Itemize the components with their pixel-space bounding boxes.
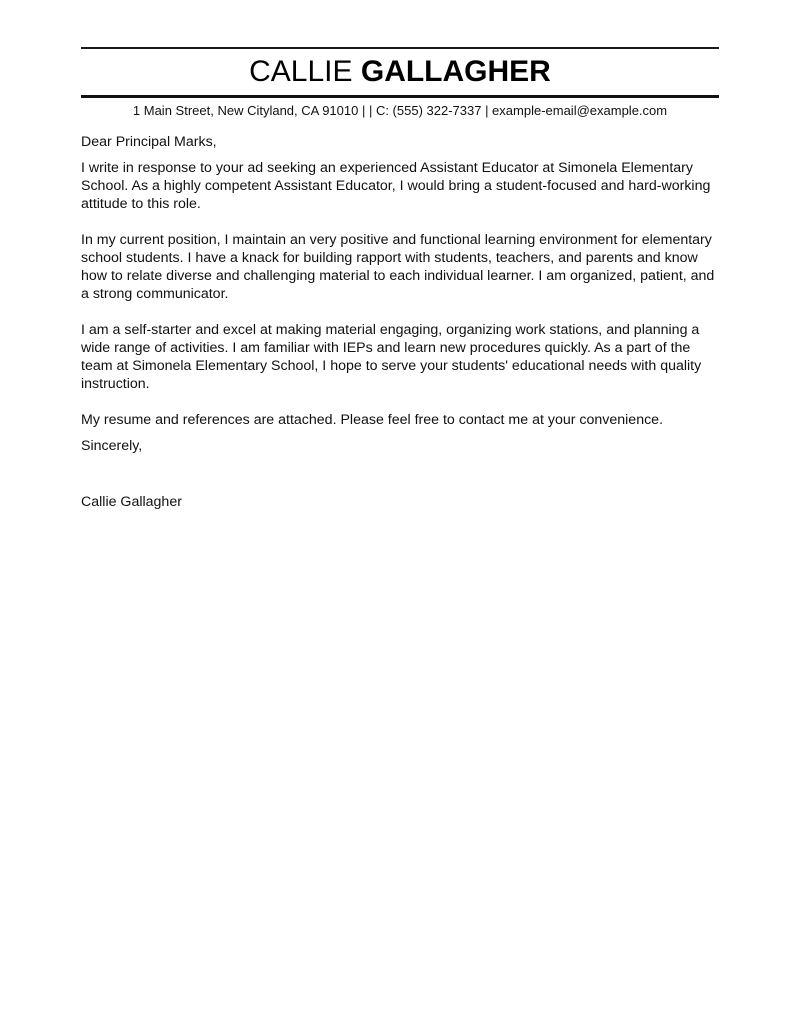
paragraph-experience: In my current position, I maintain an very positive and functional learning environment for elementary school students. I have a knack for building rapport with students, teachers, and parents and know how to relate diverse and challenging material to each individual learner. I am organized, patient, and a strong communicator.	[81, 232, 715, 302]
paragraph-skills: I am a self-starter and excel at making material engaging, organizing work stations, and planning a wide range of activities. I am familiar with IEPs and learn new procedures quickly. As a part of the team at Simonela Elementary School, I hope to serve your students' educational needs with quality instruction.	[81, 322, 702, 392]
letter-body	[81, 133, 721, 529]
paragraph-closing: My resume and references are attached. Please feel free to contact me at your convenience.	[81, 412, 664, 428]
signature: Callie Gallagher	[81, 494, 182, 510]
last-name: GALLAGHER	[360, 55, 551, 88]
paragraph-intro: I write in response to your ad seeking an experienced Assistant Educator at Simonela Elementary School. As a highly competent Assistant Educator, I would bring a student-focused and hard-working attitude to this role.	[81, 160, 711, 212]
applicant-name-heading	[81, 54, 719, 90]
salutation: Dear Principal Marks,	[81, 134, 217, 150]
header-bottom-rule	[81, 95, 719, 98]
contact-line: 1 Main Street, New Cityland, CA 91010 | | C: (555) 322-7337 | example-email@example.com	[132, 103, 668, 118]
header-top-rule	[81, 47, 719, 49]
first-name: CALLIE	[249, 55, 353, 88]
closing: Sincerely,	[81, 438, 143, 454]
